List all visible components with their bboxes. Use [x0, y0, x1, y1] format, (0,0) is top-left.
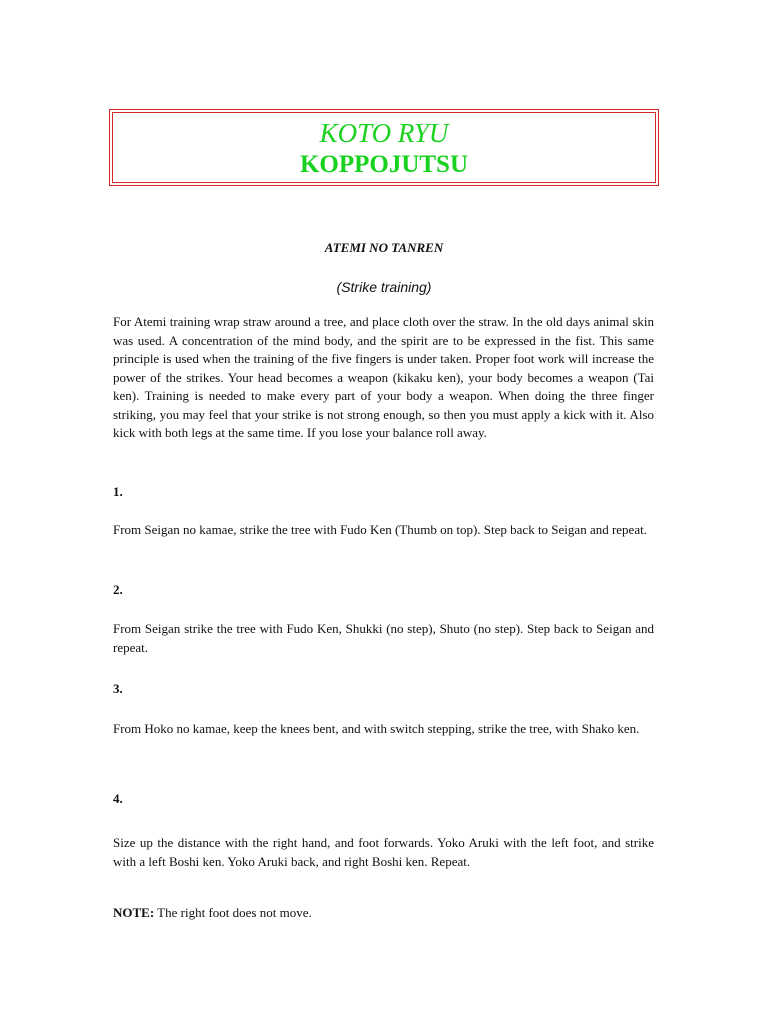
item-text: Size up the distance with the right hand, and foot forwards. Yoko Aruki with the left foot, and strike with a left Boshi ken. Yoko Aruki back, and right Boshi ken. Repeat. — [113, 835, 654, 869]
title-box — [109, 109, 659, 186]
item-number: 1. — [113, 484, 123, 499]
item-number: 3. — [113, 681, 123, 696]
item-number: 4. — [113, 791, 123, 806]
document-subtitle: KOPPOJUTSU — [299, 151, 469, 178]
document-title: KOTO RYU — [319, 118, 449, 148]
title-box-inner — [112, 112, 656, 183]
item-text: From Hoko no kamae, keep the knees bent, and with switch stepping, strike the tree, with Shako ken. — [113, 721, 640, 736]
note-paragraph — [113, 904, 654, 923]
item-text: From Seigan no kamae, strike the tree with Fudo Ken (Thumb on top). Step back to Seigan and repeat. — [113, 522, 647, 537]
item-number: 2. — [113, 582, 123, 597]
item-text: From Seigan strike the tree with Fudo Ken, Shukki (no step), Shuto (no step). Step back to Seigan and repeat. — [113, 621, 654, 655]
section-heading: ATEMI NO TANREN — [324, 240, 444, 255]
intro-paragraph: For Atemi training wrap straw around a tree, and place cloth over the straw. In the old days animal skin was used. A concentration of the mind body, and the spirit are to be expressed in the fist. This same principle is used when the training of the five fingers is under taken. Proper foot work will increase the power of the strikes. Your head becomes a weapon (kikaku ken), your body becomes a weapon (Tai ken). Training is needed to make every part of your body a weapon. When doing the three finger striking, you may feel that your strike is not strong enough, so then you must apply a kick with it. Also kick with both legs at the same time. If you lose your balance roll away. — [113, 314, 654, 440]
section-subheading: (Strike training) — [336, 279, 432, 295]
note-text: The right foot does not move. — [154, 905, 312, 920]
note-label: NOTE: — [113, 905, 155, 920]
